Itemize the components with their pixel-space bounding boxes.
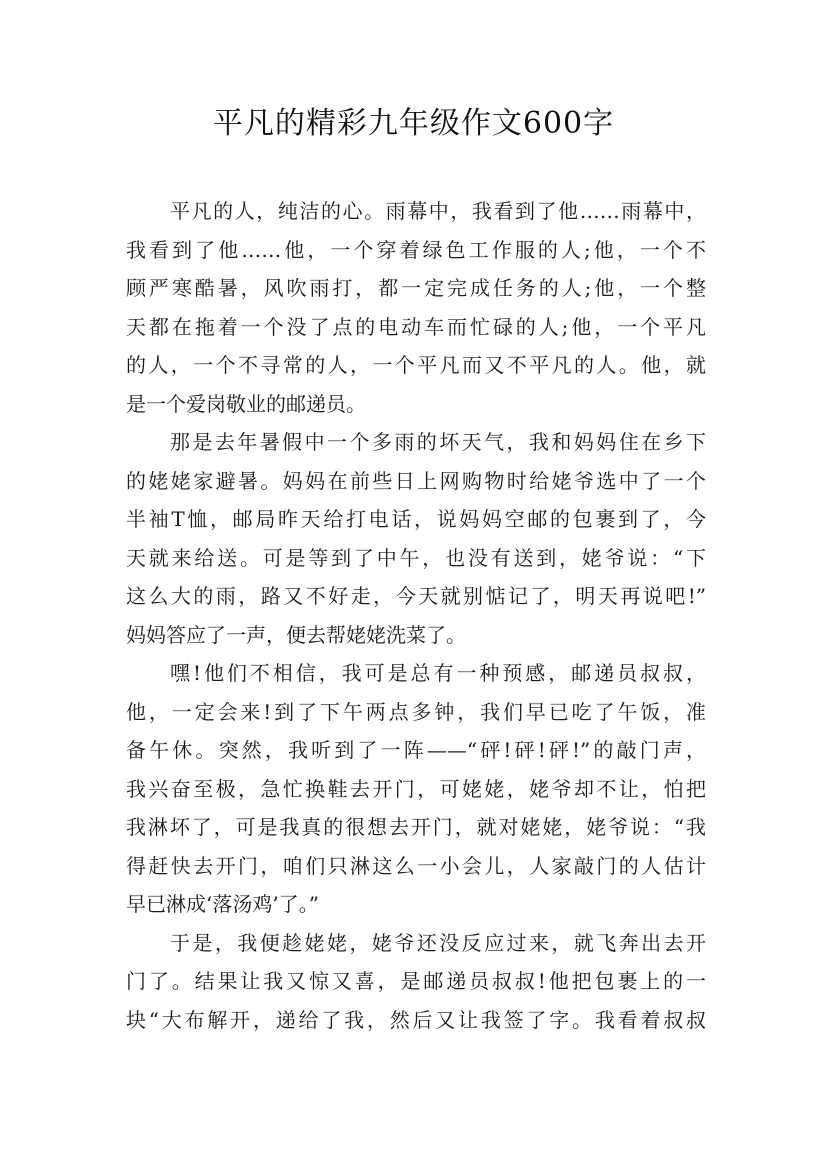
text-line: 平凡的人，纯洁的心。雨幕中，我看到了他……雨幕中， (170, 199, 706, 223)
text-line: 的姥姥家避暑。妈妈在前些日上网购物时给姥爷选中了一个 (126, 468, 706, 493)
text-line: 备午休。突然，我听到了一阵——“砰!砰!砰!”的敲门声， (126, 738, 706, 762)
text-line: 是一个爱岗敬业的邮递员。 (126, 391, 366, 416)
text-line: 我淋坏了，可是我真的很想去开门，就对姥姥，姥爷说：“我 (126, 815, 706, 839)
text-line: 那是去年暑假中一个多雨的坏天气，我和妈妈住在乡下 (170, 430, 706, 454)
text-line: 天就来给送。可是等到了中午，也没有送到，姥爷说：“下 (126, 545, 706, 570)
text-line: 早已淋成‘落汤鸡’了。” (126, 892, 319, 916)
text-line: 半袖T恤，邮局昨天给打电话，说妈妈空邮的包裹到了，今 (126, 507, 706, 531)
text-line: 我兴奋至极，急忙换鞋去开门，可姥姥，姥爷却不让，怕把 (126, 776, 706, 801)
document-title: 平凡的精彩九年级作文600字 (212, 106, 615, 141)
text-line: 顾严寒酷暑，风吹雨打，都一定完成任务的人;他，一个整 (126, 276, 706, 300)
text-line: 块“大布解开，递给了我，然后又让我签了字。我看着叔叔 (126, 1007, 706, 1032)
text-line: 我看到了他……他，一个穿着绿色工作服的人;他，一个不 (126, 237, 706, 262)
text-line: 这么大的雨，路又不好走，今天就别惦记了，明天再说吧!” (126, 584, 706, 608)
text-line: 的人，一个不寻常的人，一个平凡而又不平凡的人。他，就 (126, 353, 706, 377)
text-line: 得赶快去开门，咱们只淋这么一小会儿，人家敲门的人估计 (126, 853, 706, 878)
text-line: 门了。结果让我又惊又喜，是邮递员叔叔!他把包裹上的一 (126, 969, 706, 993)
text-line: 于是，我便趁姥姥，姥爷还没反应过来，就飞奔出去开 (170, 930, 706, 955)
text-line: 他，一定会来!到了下午两点多钟，我们早已吃了午饭，准 (126, 699, 706, 724)
document-body (126, 192, 706, 1039)
text-line: 天都在拖着一个没了点的电动车而忙碌的人;他，一个平凡 (126, 314, 706, 339)
text-line: 妈妈答应了一声，便去帮姥姥洗菜了。 (126, 622, 466, 647)
text-line: 嘿!他们不相信，我可是总有一种预感，邮递员叔叔， (170, 661, 706, 685)
